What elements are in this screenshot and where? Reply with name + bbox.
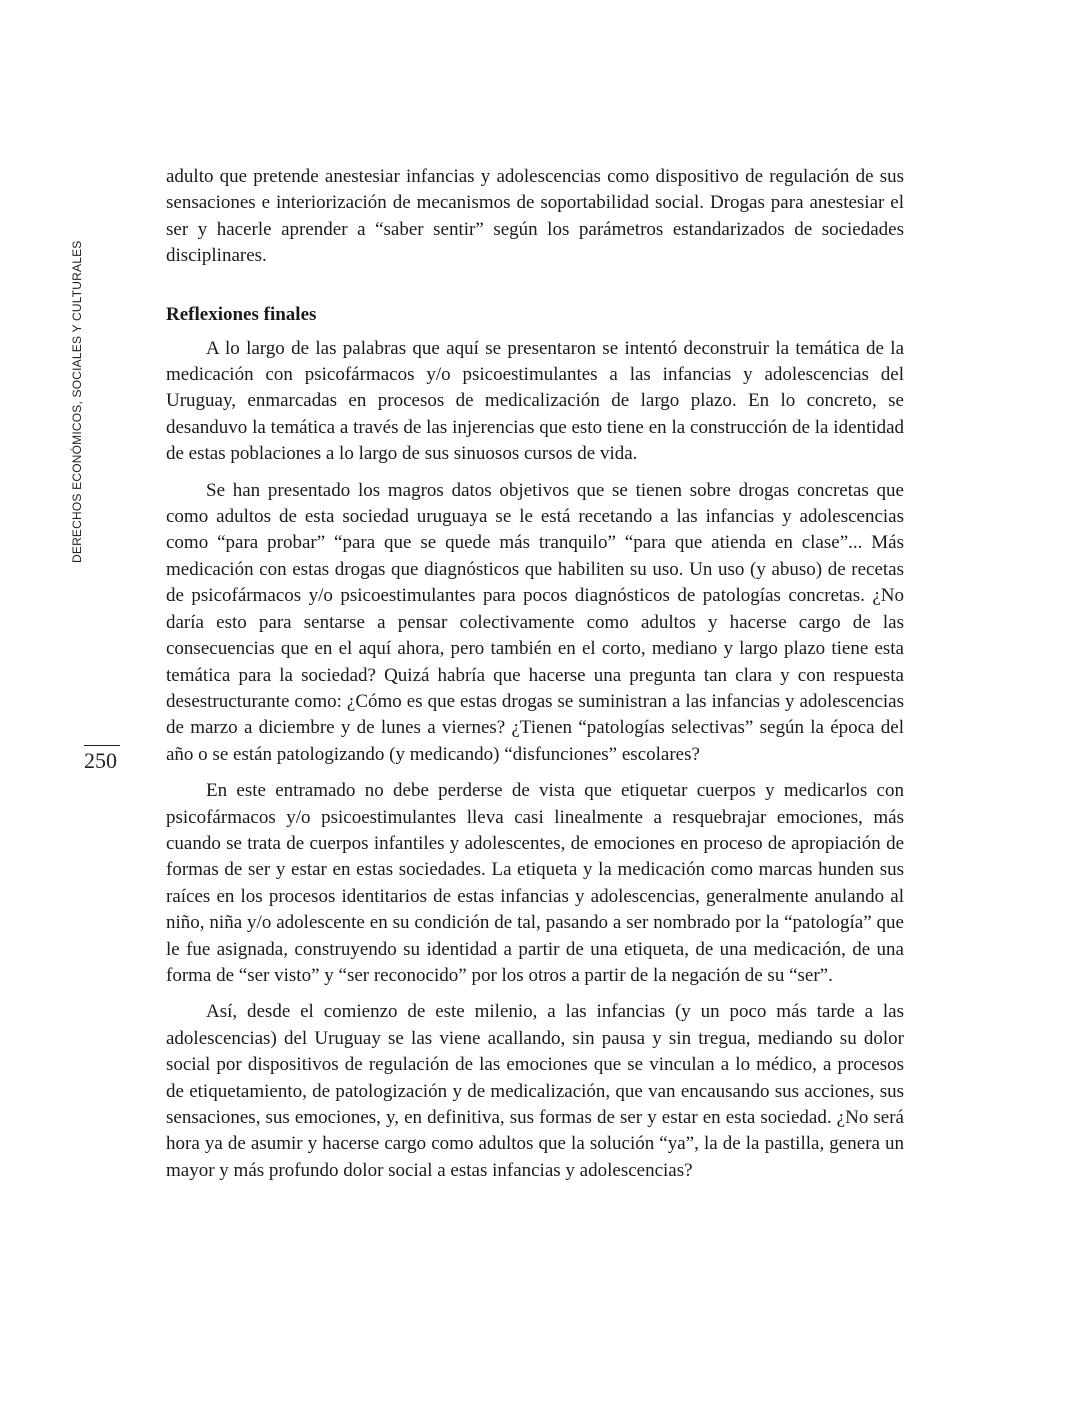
body-text — [166, 164, 904, 1194]
page-number: 250 — [84, 748, 117, 773]
intro-paragraph: adulto que pretende anestesiar infancias y adolescencias como dispositivo de regulación de sus sensaciones e interiorización de mecanismos de soportabilidad social. Drogas para anestesiar el ser y hacerle aprender a “saber sentir” según los parámetros estandarizados de sociedades disciplinares. — [166, 166, 904, 267]
page-number-rule — [84, 745, 120, 746]
paragraph-4: Así, desde el comienzo de este milenio, a las infancias (y un poco más tarde a las adolescencias) del Uruguay se las viene acallando, sin pausa y sin tregua, mediando su dolor social por dispositivos de regulación de las emociones que se vinculan a lo médico, a procesos de etiquetamiento, de patologización y de medicalización, que van encausando sus acciones, sus sensaciones, sus emociones, y, en definitiva, sus formas de ser y estar en esta sociedad. ¿No será hora ya de asumir y hacerse cargo como adultos que la solución “ya”, la de la pastilla, genera un mayor y más profundo dolor social a estas infancias y adolescencias? — [166, 1001, 904, 1181]
running-header-vertical: DERECHOS ECONÓMICOS, SOCIALES Y CULTURALES — [70, 240, 84, 563]
paragraph-1: A lo largo de las palabras que aquí se presentaron se intentó deconstruir la temática de la medicación con psicofármacos y/o psicoestimulantes a las infancias y adolescencias del Uruguay, enmarcadas en procesos de medicalización de largo plazo. En lo concreto, se desanduvo la temática a través de las injerencias que esto tiene en la construcción de la identidad de estas poblaciones a lo largo de sus sinuosos cursos de vida. — [166, 337, 904, 465]
paragraph-2: Se han presentado los magros datos objetivos que se tienen sobre drogas concretas que como adultos de esta sociedad uruguaya se le está recetando a las infancias y adolescencias como “para probar” “para que se quede más tranquilo” “para que atienda en clase”... Más medicación con estas drogas que diagnósticos que habiliten su uso. Un uso (y abuso) de recetas de psicofármacos y/o psicoestimulantes para pocos diagnósticos de patologías concretas. ¿No daría esto para sentarse a pensar colectivamente como adultos y hacerse cargo de las consecuencias que en el aquí ahora, pero también en el corto, mediano y largo plazo tiene esta temática para la sociedad? Quizá habría que hacerse una pregunta tan clara y con respuesta desestructurante como: ¿Cómo es que estas drogas se suministran a las infancias y adolescencias de marzo a diciembre y de lunes a viernes? ¿Tienen “patologías selectivas” según la época del año o se están patologizando (y medicando) “disfunciones” escolares? — [166, 479, 904, 765]
paragraph-3: En este entramado no debe perderse de vista que etiquetar cuerpos y medicarlos con psicofármacos y/o psicoestimulantes lleva casi linealmente a resquebrajar emociones, más cuando se trata de cuerpos infantiles y adolescentes, de emociones en proceso de apropiación de formas de ser y estar en estas sociedades. La etiqueta y la medicación como marcas hunden sus raíces en los procesos identitarios de estas infancias y adolescencias, generalmente anulando al niño, niña y/o adolescente en su condición de tal, pasando a ser nombrado por la “patología” que le fue asignada, construyendo su identidad a partir de una etiqueta, de una medicación, de una forma de “ser visto” y “ser reconocido” por los otros a partir de la negación de su “ser”. — [166, 780, 904, 986]
section-heading: Reflexiones finales — [166, 303, 317, 325]
